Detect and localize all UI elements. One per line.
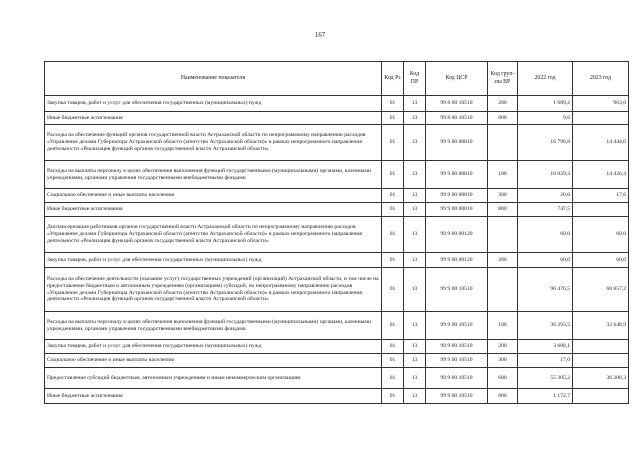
cell-vr [488, 125, 518, 161]
cell-vr: 100 [488, 161, 518, 189]
cell-2023 [573, 203, 629, 217]
cell-pr: 13 [404, 312, 426, 340]
cell-2023: 32 648,9 [573, 312, 629, 340]
cell-rz: 01 [382, 368, 404, 389]
table-row [45, 389, 629, 404]
cell-vr [488, 217, 518, 253]
cell-2023: 60,0 [573, 253, 629, 268]
cell-pr: 13 [404, 96, 426, 112]
cell-csr: 99 9 00 00120 [426, 217, 488, 253]
cell-2022: 1 689,2 [518, 96, 573, 112]
cell-name: Закупка товаров, работ и услуг для обеспечения государственных (муниципальных) нужд [45, 96, 382, 112]
header-2023: 2023 год [573, 62, 629, 96]
cell-rz: 01 [382, 189, 404, 203]
header-csr: Код ЦСР [426, 62, 488, 96]
cell-pr: 13 [404, 354, 426, 368]
cell-csr: 99 9 00 10510 [426, 312, 488, 340]
cell-2023 [573, 112, 629, 125]
cell-rz: 01 [382, 203, 404, 217]
cell-name: Иные бюджетные ассигнования [45, 389, 382, 404]
cell-2022: 9,6 [518, 112, 573, 125]
cell-pr: 13 [404, 368, 426, 389]
cell-name: Закупка товаров, работ и услуг для обеспечения государственных (муниципальных) нужд [45, 340, 382, 354]
cell-name: Закупка товаров, работ и услуг для обеспечения государственных (муниципальных) нужд [45, 253, 382, 268]
cell-csr: 99 9 00 10510 [426, 340, 488, 354]
cell-csr: 99 9 00 10510 [426, 354, 488, 368]
table-row [45, 354, 629, 368]
cell-pr: 13 [404, 253, 426, 268]
cell-2023: 68 857,2 [573, 268, 629, 312]
cell-2022: 1 172,7 [518, 389, 573, 404]
cell-2022: 36 293,5 [518, 312, 573, 340]
table-row [45, 161, 629, 189]
cell-csr: 99 8 00 10510 [426, 112, 488, 125]
cell-rz: 01 [382, 96, 404, 112]
header-rz: Код Рз [382, 62, 404, 96]
cell-rz: 01 [382, 268, 404, 312]
cell-2022: 60,0 [518, 217, 573, 253]
cell-name: Расходы на обеспечение деятельности (оказание услуг) государственных учреждений (организаций) Астраханской области, в том числе на предоставление бюджетным и автономным учреждениям (организациям) субсидий, по непрограммному направлению расходов «Управление делами Губернатора Астраханской области (агентство Астраханской области)» в рамках непрограммного направления деятельности «Реализация функций органов государственной власти Астраханской области» [45, 268, 382, 312]
cell-vr: 600 [488, 368, 518, 389]
cell-csr: 99 9 00 10510 [426, 368, 488, 389]
cell-2023 [573, 389, 629, 404]
page-number: 167 [314, 31, 326, 39]
cell-csr: 99 9 00 10510 [426, 268, 488, 312]
cell-vr: 300 [488, 189, 518, 203]
table-row [45, 217, 629, 253]
cell-pr: 13 [404, 340, 426, 354]
cell-vr: 200 [488, 96, 518, 112]
cell-csr: 99 8 00 10510 [426, 96, 488, 112]
cell-2022: 16 796,8 [518, 125, 573, 161]
table-row [45, 203, 629, 217]
cell-vr: 200 [488, 340, 518, 354]
budget-table [44, 61, 629, 404]
cell-2022: 60,0 [518, 253, 573, 268]
header-2022: 2022 год [518, 62, 573, 96]
cell-name: Предоставление субсидий бюджетным, автономным учреждениям и иным некоммерческим организациям [45, 368, 382, 389]
cell-vr: 200 [488, 253, 518, 268]
cell-2022: 20,0 [518, 189, 573, 203]
cell-rz: 01 [382, 312, 404, 340]
table-row [45, 268, 629, 312]
cell-vr: 300 [488, 354, 518, 368]
cell-csr: 99 9 00 00010 [426, 161, 488, 189]
cell-name: Расходы на выплаты персоналу в целях обеспечения выполнения функций государственными (муниципальными) органами, казенными учреждениями, органами управления государственными внебюджетными фондами [45, 312, 382, 340]
cell-csr: 99 9 00 00010 [426, 125, 488, 161]
table-row [45, 96, 629, 112]
header-vr: Код груп-пы ВР [488, 62, 518, 96]
cell-pr: 13 [404, 389, 426, 404]
cell-name: Расходы на обеспечение функций органов государственной власти Астраханской области по непрограммному направлению расходов «Управление делами Губернатора Астраханской области (агентство Астраханской области)» в рамках непрограммного направления деятельности «Реализация функций органов государственной власти Астраханской области» [45, 125, 382, 161]
cell-pr: 13 [404, 268, 426, 312]
cell-vr: 800 [488, 112, 518, 125]
cell-vr [488, 268, 518, 312]
cell-pr: 13 [404, 203, 426, 217]
cell-2023: 17,6 [573, 189, 629, 203]
cell-name: Расходы на выплаты персоналу в целях обеспечения выполнения функций государственными (муниципальными) органами, казенными учреждениями, органами управления государственными внебюджетными фондами [45, 161, 382, 189]
table-row [45, 368, 629, 389]
cell-2022: 3 688,1 [518, 340, 573, 354]
cell-2023: 963,0 [573, 96, 629, 112]
cell-pr: 13 [404, 125, 426, 161]
cell-rz: 01 [382, 354, 404, 368]
cell-2023 [573, 340, 629, 354]
cell-name: Иные бюджетные ассигнования [45, 203, 382, 217]
cell-pr: 13 [404, 189, 426, 203]
cell-pr: 13 [404, 161, 426, 189]
table-row [45, 189, 629, 203]
cell-name: Социальное обеспечение и иные выплаты населению [45, 189, 382, 203]
table-row [45, 312, 629, 340]
cell-rz: 01 [382, 161, 404, 189]
cell-2022: 747,5 [518, 203, 573, 217]
table-row [45, 125, 629, 161]
cell-rz: 01 [382, 112, 404, 125]
table-row [45, 253, 629, 268]
cell-2023: 14 444,0 [573, 125, 629, 161]
cell-2023 [573, 354, 629, 368]
cell-vr: 100 [488, 312, 518, 340]
cell-csr: 99 9 00 10510 [426, 389, 488, 404]
cell-csr: 99 9 00 00010 [426, 189, 488, 203]
cell-vr: 800 [488, 203, 518, 217]
cell-2022: 17,0 [518, 354, 573, 368]
cell-rz: 01 [382, 389, 404, 404]
cell-2023: 14 426,4 [573, 161, 629, 189]
cell-2022: 55 305,2 [518, 368, 573, 389]
cell-name: Иные бюджетные ассигнования [45, 112, 382, 125]
cell-csr: 99 9 00 00120 [426, 253, 488, 268]
cell-rz: 01 [382, 253, 404, 268]
cell-pr: 13 [404, 112, 426, 125]
cell-2023: 36 208,3 [573, 368, 629, 389]
cell-name: Диспансеризация работников органов государственной власти Астраханской области по непрограммному направлению расходов «Управление делами Губернатора Астраханской области (агентство Астраханской области)» в рамках непрограммного направления деятельности «Реализация функций органов государственной власти Астраханской области» [45, 217, 382, 253]
cell-vr: 800 [488, 389, 518, 404]
table-header-row [45, 62, 629, 96]
cell-rz: 01 [382, 125, 404, 161]
header-name: Наименование показателя [45, 62, 382, 96]
cell-2022: 16 029,3 [518, 161, 573, 189]
cell-csr: 99 9 00 00010 [426, 203, 488, 217]
table-row [45, 112, 629, 125]
cell-rz: 01 [382, 340, 404, 354]
cell-2022: 96 476,5 [518, 268, 573, 312]
cell-2023: 60,0 [573, 217, 629, 253]
cell-name: Социальное обеспечение и иные выплаты населению [45, 354, 382, 368]
header-pr: Код ПР [404, 62, 426, 96]
cell-pr: 13 [404, 217, 426, 253]
cell-rz: 01 [382, 217, 404, 253]
table-row [45, 340, 629, 354]
